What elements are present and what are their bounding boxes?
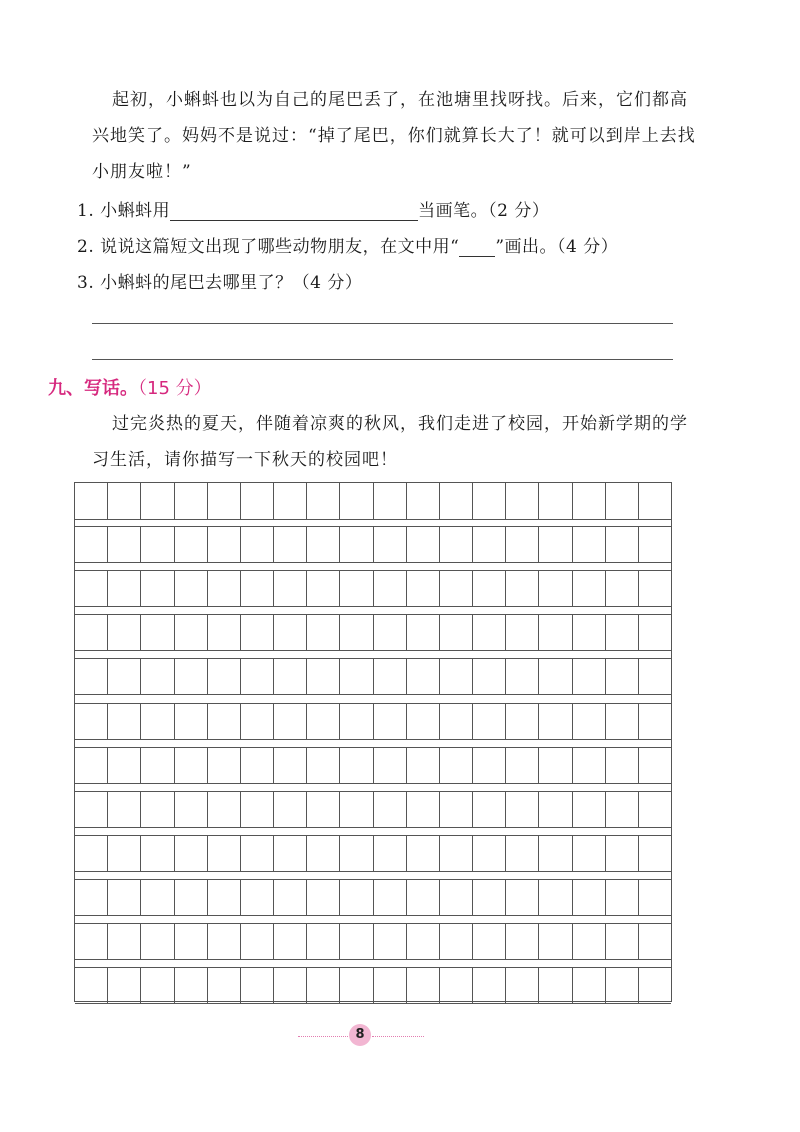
grid-cell[interactable] [340,748,373,783]
grid-cell[interactable] [506,792,539,827]
grid-cell[interactable] [307,880,340,915]
grid-cell[interactable] [606,659,639,694]
grid-cell[interactable] [573,659,606,694]
grid-cell[interactable] [606,924,639,959]
grid-cell[interactable] [440,792,473,827]
section-9-points: （15 分） [138,378,212,399]
grid-cell[interactable] [108,792,141,827]
grid-cell[interactable] [208,880,241,915]
grid-cell[interactable] [374,792,407,827]
writing-prompt-line-1: 过完炎热的夏天，伴随着凉爽的秋风，我们走进了校园，开始新学期的学 [112,414,688,434]
grid-cell[interactable] [208,615,241,650]
grid-cell[interactable] [407,659,440,694]
grid-row [75,483,671,520]
grid-cell[interactable] [573,792,606,827]
grid-cell[interactable] [407,924,440,959]
grid-cell[interactable] [241,748,274,783]
grid-cell[interactable] [606,880,639,915]
grid-cell[interactable] [374,968,407,1003]
grid-cell[interactable] [374,483,407,519]
grid-cell[interactable] [506,836,539,871]
grid-cell[interactable] [208,527,241,562]
grid-cell[interactable] [307,968,340,1003]
grid-cell[interactable] [108,836,141,871]
grid-cell[interactable] [108,571,141,606]
grid-cell[interactable] [606,836,639,871]
grid-cell[interactable] [573,836,606,871]
grid-cell[interactable] [340,615,373,650]
grid-cell[interactable] [539,748,572,783]
question-1-suffix: 当画笔。（2 分） [418,201,550,221]
grid-row [75,967,671,1004]
grid-cell[interactable] [175,968,208,1003]
grid-cell[interactable] [407,527,440,562]
question-2-underline-sample [459,240,495,257]
grid-cell[interactable] [639,615,671,650]
grid-cell[interactable] [175,792,208,827]
grid-cell[interactable] [108,659,141,694]
grid-cell[interactable] [539,659,572,694]
grid-cell[interactable] [307,924,340,959]
grid-cell[interactable] [539,704,572,739]
writing-prompt-line-2: 习生活，请你描写一下秋天的校园吧！ [92,450,398,470]
grid-row [75,570,671,607]
grid-cell[interactable] [274,792,307,827]
grid-cell[interactable] [473,527,506,562]
grid-cell[interactable] [108,880,141,915]
grid-cell[interactable] [141,659,174,694]
grid-cell[interactable] [340,968,373,1003]
grid-cell[interactable] [639,483,671,519]
grid-row [75,923,671,960]
grid-cell[interactable] [473,659,506,694]
grid-cell[interactable] [506,924,539,959]
grid-cell[interactable] [75,615,108,650]
grid-cell[interactable] [175,615,208,650]
grid-cell[interactable] [639,659,671,694]
grid-cell[interactable] [241,704,274,739]
grid-cell[interactable] [274,880,307,915]
grid-cell[interactable] [539,968,572,1003]
grid-cell[interactable] [539,880,572,915]
grid-cell[interactable] [539,571,572,606]
grid-cell[interactable] [473,924,506,959]
grid-cell[interactable] [573,968,606,1003]
grid-cell[interactable] [108,924,141,959]
grid-cell[interactable] [340,792,373,827]
grid-cell[interactable] [175,880,208,915]
grid-cell[interactable] [539,615,572,650]
grid-cell[interactable] [573,527,606,562]
grid-cell[interactable] [506,615,539,650]
grid-cell[interactable] [606,748,639,783]
answer-line-2[interactable] [92,359,673,360]
grid-cell[interactable] [407,615,440,650]
grid-cell[interactable] [241,527,274,562]
grid-cell[interactable] [241,571,274,606]
grid-cell[interactable] [208,704,241,739]
grid-cell[interactable] [440,748,473,783]
grid-cell[interactable] [340,704,373,739]
grid-cell[interactable] [606,571,639,606]
grid-cell[interactable] [241,836,274,871]
grid-cell[interactable] [440,836,473,871]
grid-cell[interactable] [274,748,307,783]
grid-cell[interactable] [506,659,539,694]
grid-cell[interactable] [639,880,671,915]
question-1-blank[interactable] [170,202,418,221]
grid-cell[interactable] [108,527,141,562]
writing-grid[interactable] [74,482,672,1002]
grid-cell[interactable] [606,792,639,827]
grid-cell[interactable] [141,836,174,871]
grid-cell[interactable] [506,748,539,783]
grid-cell[interactable] [307,615,340,650]
grid-cell[interactable] [340,659,373,694]
grid-cell[interactable] [175,571,208,606]
grid-cell[interactable] [407,748,440,783]
grid-cell[interactable] [573,748,606,783]
grid-cell[interactable] [374,836,407,871]
grid-cell[interactable] [374,924,407,959]
grid-cell[interactable] [274,483,307,519]
grid-cell[interactable] [340,880,373,915]
grid-cell[interactable] [274,836,307,871]
grid-cell[interactable] [440,615,473,650]
grid-cell[interactable] [141,748,174,783]
grid-cell[interactable] [639,836,671,871]
grid-cell[interactable] [407,792,440,827]
grid-cell[interactable] [208,792,241,827]
grid-cell[interactable] [440,968,473,1003]
grid-cell[interactable] [241,659,274,694]
grid-cell[interactable] [175,924,208,959]
grid-cell[interactable] [506,968,539,1003]
grid-cell[interactable] [108,615,141,650]
grid-cell[interactable] [307,659,340,694]
grid-cell[interactable] [473,880,506,915]
page-number: 8 [349,1024,371,1046]
grid-cell[interactable] [208,483,241,519]
grid-cell[interactable] [539,483,572,519]
grid-cell[interactable] [606,968,639,1003]
grid-cell[interactable] [374,571,407,606]
grid-cell[interactable] [75,659,108,694]
grid-cell[interactable] [473,792,506,827]
grid-cell[interactable] [374,659,407,694]
grid-cell[interactable] [639,792,671,827]
grid-cell[interactable] [175,483,208,519]
grid-cell[interactable] [473,748,506,783]
grid-cell[interactable] [141,704,174,739]
question-2 [77,232,618,257]
grid-cell[interactable] [473,968,506,1003]
grid-cell[interactable] [539,836,572,871]
grid-cell[interactable] [141,880,174,915]
grid-cell[interactable] [75,527,108,562]
grid-cell[interactable] [307,571,340,606]
grid-cell[interactable] [141,968,174,1003]
grid-cell[interactable] [639,571,671,606]
grid-cell[interactable] [208,924,241,959]
grid-cell[interactable] [274,571,307,606]
grid-cell[interactable] [440,527,473,562]
grid-cell[interactable] [75,924,108,959]
grid-cell[interactable] [108,704,141,739]
grid-cell[interactable] [639,748,671,783]
grid-cell[interactable] [108,483,141,519]
grid-cell[interactable] [340,483,373,519]
grid-cell[interactable] [407,968,440,1003]
grid-cell[interactable] [506,704,539,739]
grid-cell[interactable] [175,527,208,562]
question-1 [77,196,549,221]
grid-cell[interactable] [539,792,572,827]
grid-cell[interactable] [241,792,274,827]
grid-cell[interactable] [307,836,340,871]
grid-cell[interactable] [75,880,108,915]
grid-cell[interactable] [374,615,407,650]
question-3: 3. 小蝌蚪的尾巴去哪里了？（4 分） [77,273,363,293]
grid-row [75,658,671,695]
grid-cell[interactable] [440,880,473,915]
grid-cell[interactable] [208,748,241,783]
passage-line-1: 起初，小蝌蚪也以为自己的尾巴丢了，在池塘里找呀找。后来，它们都高 [112,90,688,110]
grid-cell[interactable] [241,880,274,915]
grid-cell[interactable] [440,659,473,694]
grid-cell[interactable] [141,792,174,827]
question-2-suffix: ”画出。（4 分） [495,237,619,257]
grid-cell[interactable] [573,615,606,650]
grid-cell[interactable] [141,924,174,959]
grid-cell[interactable] [75,748,108,783]
grid-cell[interactable] [407,571,440,606]
grid-cell[interactable] [307,483,340,519]
grid-cell[interactable] [506,880,539,915]
grid-cell[interactable] [241,615,274,650]
grid-cell[interactable] [374,748,407,783]
grid-cell[interactable] [374,527,407,562]
grid-cell[interactable] [473,571,506,606]
grid-cell[interactable] [606,704,639,739]
grid-cell[interactable] [539,924,572,959]
grid-cell[interactable] [473,615,506,650]
grid-row [75,835,671,872]
grid-cell[interactable] [175,704,208,739]
grid-cell[interactable] [473,704,506,739]
grid-cell[interactable] [307,748,340,783]
grid-cell[interactable] [75,836,108,871]
grid-cell[interactable] [274,527,307,562]
grid-cell[interactable] [274,615,307,650]
question-1-prefix: 1. 小蝌蚪用 [77,201,171,221]
grid-row [75,526,671,563]
grid-cell[interactable] [75,968,108,1003]
grid-cell[interactable] [175,659,208,694]
grid-cell[interactable] [75,571,108,606]
grid-cell[interactable] [141,571,174,606]
grid-cell[interactable] [639,527,671,562]
grid-cell[interactable] [274,704,307,739]
grid-cell[interactable] [407,704,440,739]
grid-cell[interactable] [573,704,606,739]
grid-cell[interactable] [374,704,407,739]
grid-cell[interactable] [440,483,473,519]
grid-cell[interactable] [141,527,174,562]
grid-cell[interactable] [208,836,241,871]
grid-cell[interactable] [573,924,606,959]
grid-cell[interactable] [539,527,572,562]
grid-cell[interactable] [108,968,141,1003]
grid-row [75,703,671,740]
grid-cell[interactable] [141,483,174,519]
grid-cell[interactable] [307,792,340,827]
grid-cell[interactable] [639,968,671,1003]
grid-cell[interactable] [307,704,340,739]
grid-cell[interactable] [473,483,506,519]
grid-cell[interactable] [407,880,440,915]
grid-cell[interactable] [274,968,307,1003]
grid-cell[interactable] [506,483,539,519]
grid-cell[interactable] [175,748,208,783]
grid-cell[interactable] [241,968,274,1003]
grid-cell[interactable] [208,571,241,606]
grid-cell[interactable] [108,748,141,783]
section-9-heading: 九、写话。 [48,378,138,399]
grid-cell[interactable] [75,704,108,739]
footer-dotted-line-left [298,1036,348,1037]
grid-cell[interactable] [573,571,606,606]
grid-cell[interactable] [75,483,108,519]
question-2-prefix: 2. 说说这篇短文出现了哪些动物朋友，在文中用“ [77,237,460,257]
grid-cell[interactable] [175,836,208,871]
grid-cell[interactable] [639,704,671,739]
grid-cell[interactable] [274,924,307,959]
grid-cell[interactable] [340,836,373,871]
footer-dotted-line-right [372,1036,424,1037]
grid-cell[interactable] [440,704,473,739]
answer-line-1[interactable] [92,323,673,324]
grid-cell[interactable] [241,483,274,519]
section-9-title [48,374,212,400]
grid-cell[interactable] [407,836,440,871]
grid-cell[interactable] [141,615,174,650]
passage-line-2: 兴地笑了。妈妈不是说过：“掉了尾巴，你们就算长大了！就可以到岸上去找 [92,126,696,146]
grid-cell[interactable] [606,615,639,650]
grid-cell[interactable] [573,483,606,519]
grid-cell[interactable] [340,924,373,959]
grid-cell[interactable] [440,924,473,959]
grid-cell[interactable] [506,527,539,562]
grid-cell[interactable] [606,483,639,519]
grid-cell[interactable] [473,836,506,871]
grid-row [75,614,671,651]
grid-cell[interactable] [241,924,274,959]
passage-line-3: 小朋友啦！” [92,162,192,182]
grid-cell[interactable] [639,924,671,959]
grid-cell[interactable] [340,571,373,606]
grid-cell[interactable] [75,792,108,827]
grid-cell[interactable] [374,880,407,915]
grid-cell[interactable] [208,968,241,1003]
grid-cell[interactable] [307,527,340,562]
grid-row [75,747,671,784]
grid-cell[interactable] [506,571,539,606]
grid-cell[interactable] [407,483,440,519]
grid-cell[interactable] [606,527,639,562]
grid-row [75,879,671,916]
grid-cell[interactable] [573,880,606,915]
grid-cell[interactable] [208,659,241,694]
grid-row [75,791,671,828]
grid-cell[interactable] [274,659,307,694]
grid-cell[interactable] [440,571,473,606]
grid-cell[interactable] [340,527,373,562]
